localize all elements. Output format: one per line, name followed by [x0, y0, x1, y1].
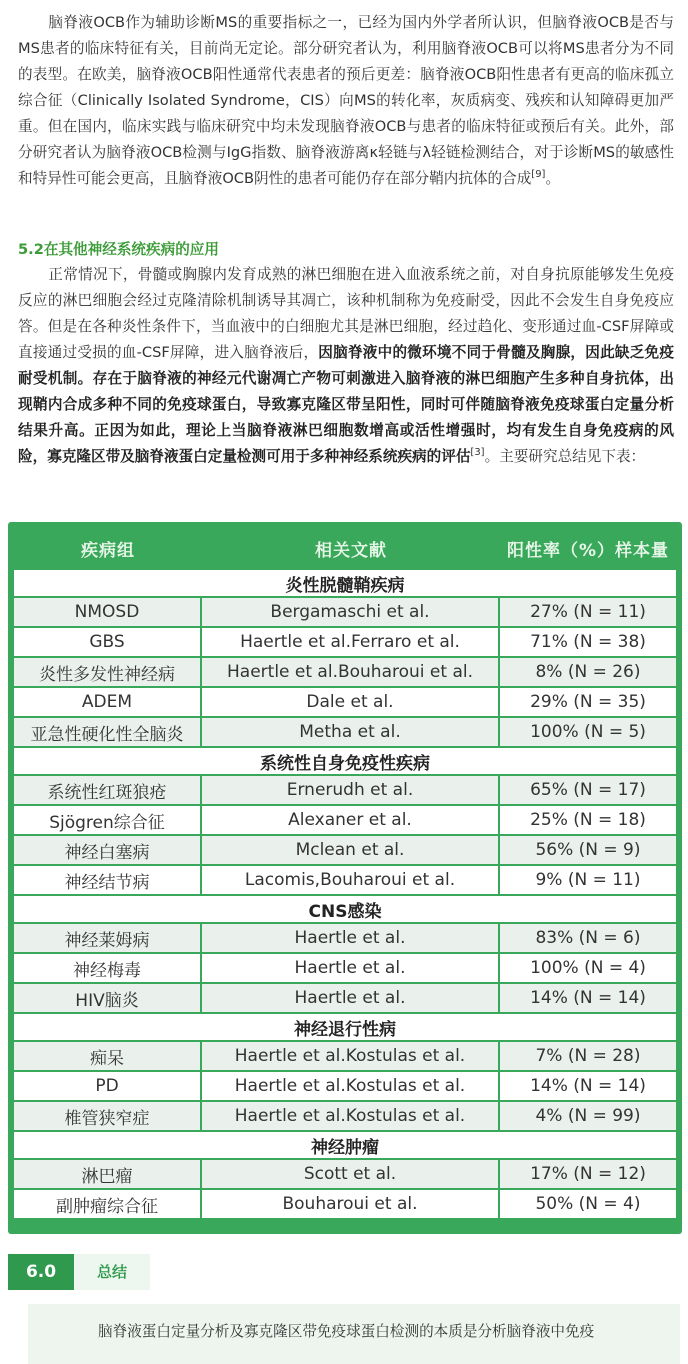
cell-disease: 神经结节病 — [14, 866, 202, 896]
cell-positive-rate: 17% (N = 12) — [500, 1160, 676, 1190]
cell-reference: Haertle et al. — [202, 924, 500, 954]
table-row — [14, 954, 676, 984]
section-5-2-heading: 5.2在其他神经系统疾病的应用 — [18, 241, 219, 258]
section-6-header — [8, 1254, 140, 1290]
cell-disease: NMOSD — [14, 598, 202, 628]
cell-reference: Metha et al. — [202, 718, 500, 748]
cell-positive-rate: 4% (N = 99) — [500, 1102, 676, 1132]
cell-reference: Alexaner et al. — [202, 806, 500, 836]
cell-reference: Haertle et al. — [202, 984, 500, 1014]
cropped-previous-heading — [18, 0, 318, 2]
cell-reference: Ernerudh et al. — [202, 776, 500, 806]
cell-reference: Haertle et al.Kostulas et al. — [202, 1042, 500, 1072]
paragraph-end: 。 — [545, 170, 561, 187]
group-title: 系统性自身免疫性疾病 — [14, 748, 676, 776]
section-6-label: 总结 — [74, 1254, 150, 1290]
group-title: 神经肿瘤 — [14, 1132, 676, 1160]
cell-positive-rate: 83% (N = 6) — [500, 924, 676, 954]
table-row — [14, 1190, 676, 1220]
cell-positive-rate: 65% (N = 17) — [500, 776, 676, 806]
group-title: 炎性脱髓鞘疾病 — [14, 570, 676, 598]
table-row — [14, 718, 676, 748]
table-row — [14, 1160, 676, 1190]
table-group-row — [14, 1132, 676, 1160]
cell-disease: 淋巴瘤 — [14, 1160, 202, 1190]
cell-positive-rate: 100% (N = 5) — [500, 718, 676, 748]
summary-box — [28, 1304, 680, 1364]
paragraph-ocb-ms-text: 脑脊液OCB作为辅助诊断MS的重要指标之一，已经为国内外学者所认识，但脑脊液OCB是否与MS患者的临床特征有关，目前尚无定论。部分研究者认为，利用脑脊液OCB可以将MS患者分为不同的表型。在欧美，脑脊液OCB阳性通常代表患者的预后更差：脑脊液OCB阳性患者有更高的临床孤立综合征（Clinically Isolated Syndrome，CIS）向MS的转化率，灰质病变、残疾和认知障碍更加严重。但在国内，临床实践与临床研究中均未发现脑脊液OCB与患者的临床特征或预后有关。此外，部分研究者认为脑脊液OCB检测与IgG指数、脑脊液游离κ轻链与λ轻链检测结合，对于诊断MS的敏感性和特异性可能会更高，且脑脊液OCB阴性的患者可能仍存在部分鞘内抗体的合成 — [18, 14, 674, 187]
cell-positive-rate: 9% (N = 11) — [500, 866, 676, 896]
group-title: 神经退行性病 — [14, 1014, 676, 1042]
table-group-row — [14, 896, 676, 924]
cell-reference: Haertle et al.Kostulas et al. — [202, 1072, 500, 1102]
cell-disease: GBS — [14, 628, 202, 658]
cell-positive-rate: 25% (N = 18) — [500, 806, 676, 836]
table-row — [14, 1072, 676, 1102]
cell-reference: Bouharoui et al. — [202, 1190, 500, 1220]
paragraph-tail-text: 。主要研究总结见下表： — [484, 448, 646, 465]
table-row — [14, 688, 676, 718]
table-row — [14, 806, 676, 836]
table-row — [14, 1102, 676, 1132]
cell-positive-rate: 50% (N = 4) — [500, 1190, 676, 1220]
table-row — [14, 866, 676, 896]
cell-reference: Bergamaschi et al. — [202, 598, 500, 628]
table-row — [14, 836, 676, 866]
cell-disease: HIV脑炎 — [14, 984, 202, 1014]
table-group-row — [14, 748, 676, 776]
cell-reference: Haertle et al.Ferraro et al. — [202, 628, 500, 658]
paragraph-normal-text: 正常情况下，骨髓或胸腺内发育成熟的淋巴细胞在进入血液系统之前，对自身抗原能够发生免疫反应的淋巴细胞会经过克隆清除机制诱导其凋亡，该种机制称为免疫耐受，因此不会发生自身免疫应答。但是在各种炎性条件下，当血液中的白细胞尤其是淋巴细胞，经过趋化、变形通过血-CSF屏障或直接通过受损的血-CSF屏障，进入脑脊液后， — [18, 266, 674, 361]
cell-reference: Dale et al. — [202, 688, 500, 718]
table-row — [14, 924, 676, 954]
cell-disease: 神经莱姆病 — [14, 924, 202, 954]
cell-disease: 痴呆 — [14, 1042, 202, 1072]
paragraph-bold-text: 因脑脊液中的微环境不同于骨髓及胸腺，因此缺乏免疫耐受机制。存在于脑脊液的神经元代谢凋亡产物可刺激进入脑脊液的淋巴细胞产生多种自身抗体，出现鞘内合成多种不同的免疫球蛋白，导致寡克隆区带呈阳性，同时可伴随脑脊液免疫球蛋白定量分析结果升高。正因为如此，理论上当脑脊液淋巴细胞数增高或活性增强时，均有发生自身免疫病的风险，寡克隆区带及脑脊液蛋白定量检测可用于多种神经系统疾病的评估 — [18, 344, 674, 465]
summary-text: 脑脊液蛋白定量分析及寡克隆区带免疫球蛋白检测的本质是分析脑脊液中免疫 — [98, 1323, 595, 1340]
paragraph-ocb-ms — [18, 10, 674, 192]
table-body — [14, 570, 676, 1220]
cell-disease: PD — [14, 1072, 202, 1102]
table-row — [14, 598, 676, 628]
cell-positive-rate: 29% (N = 35) — [500, 688, 676, 718]
cell-disease: 亚急性硬化性全脑炎 — [14, 718, 202, 748]
reference-9[interactable]: [9] — [531, 169, 546, 181]
cell-positive-rate: 100% (N = 4) — [500, 954, 676, 984]
group-title: CNS感染 — [14, 896, 676, 924]
header-positive-rate: 阳性率（%）样本量 — [506, 540, 670, 561]
cell-reference: Scott et al. — [202, 1160, 500, 1190]
cell-disease: 副肿瘤综合征 — [14, 1190, 202, 1220]
cell-disease: 椎管狭窄症 — [14, 1102, 202, 1132]
table-row — [14, 658, 676, 688]
table-row — [14, 984, 676, 1014]
cell-reference: Haertle et al.Kostulas et al. — [202, 1102, 500, 1132]
cell-positive-rate: 27% (N = 11) — [500, 598, 676, 628]
cell-disease: 神经梅毒 — [14, 954, 202, 984]
cell-positive-rate: 14% (N = 14) — [500, 1072, 676, 1102]
cell-positive-rate: 8% (N = 26) — [500, 658, 676, 688]
disease-table-container — [8, 522, 682, 1234]
cell-positive-rate: 71% (N = 38) — [500, 628, 676, 658]
disease-table — [14, 526, 676, 1220]
reference-3[interactable]: [3] — [470, 447, 485, 459]
section-6-number: 6.0 — [8, 1254, 74, 1290]
cell-reference: Mclean et al. — [202, 836, 500, 866]
table-header-row — [14, 526, 676, 570]
table-group-row — [14, 570, 676, 598]
cell-disease: 系统性红斑狼疮 — [14, 776, 202, 806]
table-row — [14, 1042, 676, 1072]
table-group-row — [14, 1014, 676, 1042]
cell-reference: Lacomis,Bouharoui et al. — [202, 866, 500, 896]
header-disease-group: 疾病组 — [81, 540, 135, 561]
table-row — [14, 776, 676, 806]
cell-positive-rate: 56% (N = 9) — [500, 836, 676, 866]
cell-reference: Haertle et al. — [202, 954, 500, 984]
paragraph-other-diseases — [18, 262, 674, 470]
table-row — [14, 628, 676, 658]
cell-disease: ADEM — [14, 688, 202, 718]
cell-disease: Sjögren综合征 — [14, 806, 202, 836]
cell-reference: Haertle et al.Bouharoui et al. — [202, 658, 500, 688]
header-references: 相关文献 — [315, 540, 387, 561]
cell-positive-rate: 14% (N = 14) — [500, 984, 676, 1014]
cell-disease: 神经白塞病 — [14, 836, 202, 866]
cell-disease: 炎性多发性神经病 — [14, 658, 202, 688]
cell-positive-rate: 7% (N = 28) — [500, 1042, 676, 1072]
